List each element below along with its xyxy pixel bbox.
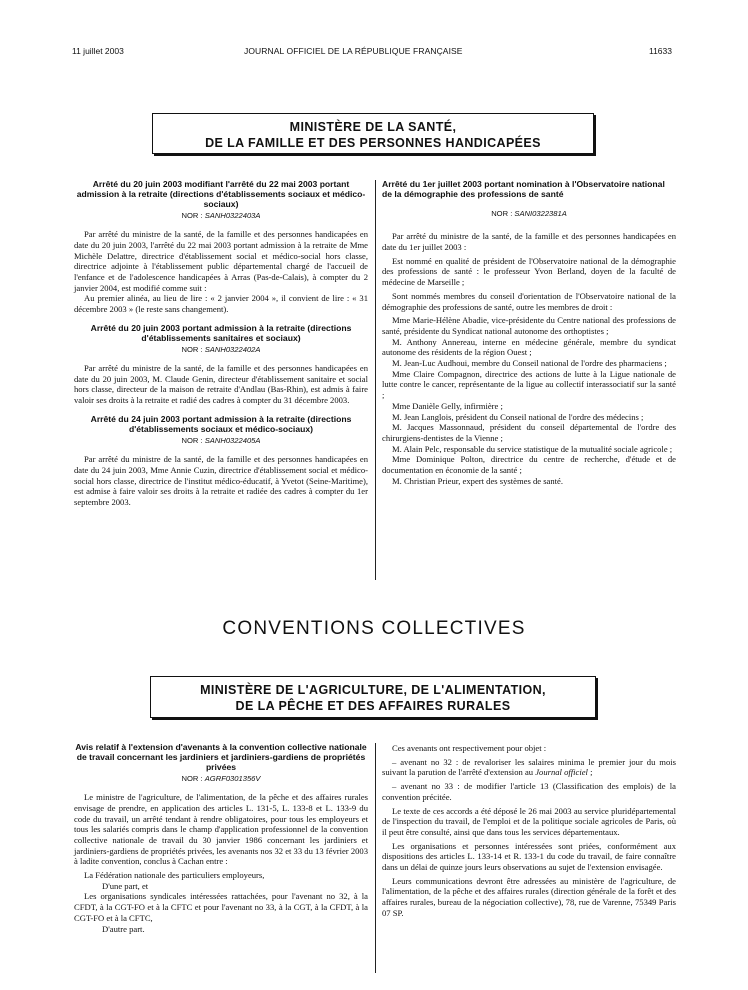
item-text: – avenant no 32 : de revaloriser les salaires minima le premier jour du mois suivant la parution de l'arrêté d'extension au (382, 756, 676, 778)
paragraph: M. Jacques Massonnaud, président du conseil départemental de l'ordre des chirurgiens-dentistes de la Vienne ; (382, 422, 676, 443)
paragraph: Par arrêté du ministre de la santé, de la famille et des personnes handicapées en date du 1er juillet 2003 : (382, 231, 676, 252)
nor-reference (74, 211, 368, 222)
item-text: ; (587, 767, 593, 778)
ministry-agri-line1: MINISTÈRE DE L'AGRICULTURE, DE L'ALIMENTATION, (200, 683, 546, 697)
ministry-sante-line2: DE LA FAMILLE ET DES PERSONNES HANDICAPÉES (205, 136, 541, 150)
nor-code: SANH0322402A (204, 345, 261, 355)
arrete-title: Arrêté du 20 juin 2003 modifiant l'arrêté du 22 mai 2003 portant admission à la retraite (directions d'établissements sociaux et médico-sociaux) (76, 179, 366, 209)
paragraph: Mme Claire Compagnon, directrice des actions de lutte à la Ligue nationale de lutte contre le cancer, représentante de la ligue au collectif interassociatif sur la santé ; (382, 368, 676, 401)
nor-prefix: NOR : (181, 774, 205, 784)
section-heading: CONVENTIONS COLLECTIVES (222, 618, 526, 639)
arrete-title: Arrêté du 1er juillet 2003 portant nomination à l'Observatoire national de la démographie des professions de santé (382, 179, 665, 199)
ministry-sante-line1: MINISTÈRE DE LA SANTÉ, (289, 120, 457, 134)
left-column-top (74, 180, 368, 508)
paragraph: Par arrêté du ministre de la santé, de la famille et des personnes handicapées en date du 24 juin 2003, Mme Annie Cuzin, directrice d'établissement social et médico-social hors classe, directrice de l'institut médico-éducatif, à Yvetot (Seine-Maritime), est admise à faire valoir ses droits à la retraite et radiée des cadres à compter du 1er septembre 2003. (74, 454, 368, 507)
paragraph: D'autre part. (102, 923, 145, 934)
paragraph: Par arrêté du ministre de la santé, de la famille et des personnes handicapées en date du 20 juin 2003, M. Claude Genin, directeur d'établissement sanitaire et social hors classe, directeur de la maison de retraite d'Andlau (Bas-Rhin), est admis à faire valoir ses droits à la retraite et radié des cadres à compter du 31 décembre 2003. (74, 363, 368, 406)
nor-reference (74, 774, 368, 785)
paragraph: Au premier alinéa, au lieu de lire : « 2 janvier 2004 », il convient de lire : « 31 décembre 2003 » (le reste sans changement). (74, 293, 368, 315)
nor-prefix: NOR : (491, 208, 515, 218)
left-column-bottom (74, 743, 368, 934)
paragraph: Est nommé en qualité de président de l'Observatoire national de la démographie des professions de santé : le professeur Yvon Berland, doyen de la faculté de médecine de Marseille ; (382, 255, 676, 288)
avis-title: Avis relatif à l'extension d'avenants à la convention collective nationale de travail concernant les jardiniers et jardiniers-gardiens de propriétés privées (75, 742, 367, 772)
paragraph: Leurs communications devront être adressées au ministère de l'agriculture, de l'alimentation, de la pêche et des affaires rurales (direction générale de la forêt et des affaires rurales, bureau de la négociation collective), 78, rue de Varenne, 75349 Paris 07 SP. (382, 875, 676, 918)
list-item: – avenant no 33 : de modifier l'article 13 (Classification des emplois) de la convention précitée. (382, 781, 676, 802)
paragraph: Les organisations syndicales intéressées rattachées, pour l'avenant no 32, à la CFDT, à la CGT-FO et à la CFTC et pour l'avenant no 33, à la CGT, à la CFDT, à la CGT-FO et à la CFTC, (74, 891, 368, 923)
nor-reference (74, 436, 368, 447)
paragraph: Mme Danièle Gelly, infirmière ; (392, 400, 503, 411)
paragraph: Ces avenants ont respectivement pour objet : (392, 743, 547, 753)
item-italic: Journal officiel (535, 767, 588, 778)
nor-code: SANI0322381A (514, 208, 567, 218)
paragraph: Par arrêté du ministre de la santé, de la famille et des personnes handicapées en date du 20 juin 2003, l'arrêté du 22 mai 2003 portant admission à la retraite de Mme Michèle Delattre, directrice d'établissement social et médico-social hors classe, directrice adjointe à l'établissement public départemental chargé de l'accueil de l'enfance et de l'adolescence handicapées à Arras (Pas-de-Calais), à compter du 2 janvier 2004, est modifié comme suit : (74, 229, 368, 293)
column-divider (375, 743, 376, 973)
column-divider (375, 180, 376, 580)
paragraph: Mme Marie-Hélène Abadie, vice-présidente du Centre national des professions de santé, présidente du Syndicat national autonome des orthoptistes ; (382, 315, 676, 336)
paragraph: M. Jean Langlois, président du Conseil national de l'ordre des médecins ; (392, 411, 644, 422)
nor-prefix: NOR : (181, 345, 205, 355)
ministry-sante-box (152, 113, 594, 154)
paragraph: D'une part, et (102, 880, 149, 891)
nor-code: SANH0322405A (204, 436, 261, 446)
ministry-agri-line2: DE LA PÊCHE ET DES AFFAIRES RURALES (235, 699, 511, 713)
ministry-agriculture-box (150, 676, 596, 718)
nor-code: AGRF0301356V (204, 774, 261, 784)
nor-prefix: NOR : (181, 436, 205, 446)
right-column-bottom (382, 743, 676, 919)
paragraph: Sont nommés membres du conseil d'orientation de l'Observatoire national de la démographie des professions de santé, outre les membres de droit : (382, 290, 676, 312)
paragraph: La Fédération nationale des particuliers employeurs, (84, 870, 265, 881)
nor-reference (382, 209, 676, 220)
page-number: 11633 (648, 46, 672, 56)
paragraph: Les organisations et personnes intéressées sont priées, conformément aux dispositions des articles L. 133-14 et R. 133-1 du code du travail, de faire connaître dans un délai de quinze jours leurs observations au sujet de l'extension envisagée. (382, 840, 676, 873)
paragraph: M. Christian Prieur, expert des systèmes de santé. (392, 475, 564, 486)
paragraph: M. Alain Pelc, responsable du service statistique de la mutualité sociale agricole ; (392, 443, 673, 454)
arrete-title: Arrêté du 20 juin 2003 portant admission à la retraite (directions d'établissements sanitaires et sociaux) (90, 322, 352, 343)
list-item (382, 757, 676, 778)
header-date: 11 juillet 2003 (72, 46, 124, 56)
page-header (72, 46, 672, 60)
paragraph: Le ministre de l'agriculture, de l'alimentation, de la pêche et des affaires rurales envisage de prendre, en application des articles L. 131-5, L. 133-8 et L. 133-9 du code du travail, un arrêté tendant à rendre obligatoires, pour tous les employeurs et tous les salariés compris dans le champ d'application professionnel de la convention collective nationale de travail du 30 janvier 1986 concernant les jardiniers et jardiniers-gardiens de propriétés privées, les avenants nos 32 et 33 du 13 février 2003 à ladite convention, conclus à Cachan entre : (74, 792, 369, 867)
paragraph: Le texte de ces accords a été déposé le 26 mai 2003 au service pluridépartemental de l'inspection du travail, de l'emploi et de la politique sociale agricoles de Paris, où il peut être consulté, ainsi que dans tous les services départementaux. (382, 805, 676, 837)
paragraph: Mme Dominique Polton, directrice du centre de recherche, d'étude et de documentation en économie de la santé ; (382, 454, 676, 476)
paragraph: M. Anthony Annereau, interne en médecine générale, membre du syndicat autonome des résidents de la région Ouest ; (382, 336, 676, 358)
journal-title: JOURNAL OFFICIEL DE LA RÉPUBLIQUE FRANÇAISE (244, 46, 463, 56)
paragraph: M. Jean-Luc Audhoui, membre du Conseil national de l'ordre des pharmaciens ; (392, 358, 667, 369)
nor-prefix: NOR : (181, 211, 205, 221)
nor-code: SANH0322403A (204, 211, 261, 221)
nor-reference (74, 345, 368, 356)
arrete-title: Arrêté du 24 juin 2003 portant admission à la retraite (directions d'établissements sociaux et médico-sociaux) (90, 413, 352, 434)
right-column-top (382, 180, 676, 486)
